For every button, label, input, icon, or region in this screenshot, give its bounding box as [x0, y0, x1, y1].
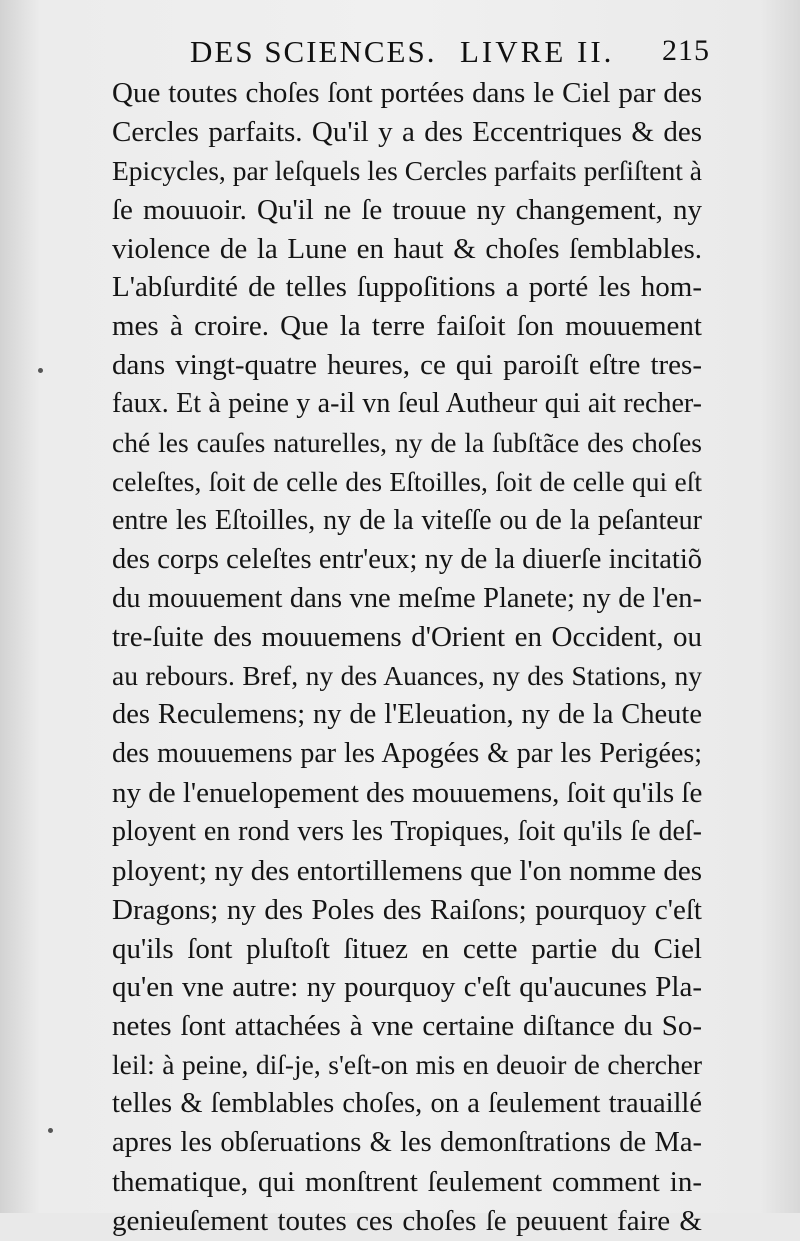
text-line: dans vingt-quatre heures, ce qui paroiſt eſtre tres- — [112, 349, 702, 382]
text-line: ny de l'enuelopement des mouuemens, ſoit qu'ils ſe — [112, 777, 703, 810]
text-line: leil: à peine, diſ-je, s'eſt-on mis en deuoir de chercher — [112, 1049, 702, 1081]
text-line: L'abſurdité de telles ſuppoſitions a porté les hom- — [112, 271, 702, 304]
body-text — [112, 74, 702, 1241]
text-line: faux. Et à peine y a-il vn ſeul Autheur qui ait recher- — [112, 388, 702, 420]
text-line: genieuſement toutes ces choſes ſe peuuent faire & — [112, 1204, 702, 1237]
text-line: du mouuement dans vne meſme Planete; ny de l'en- — [112, 582, 702, 614]
text-line: apres les obſeruations & les demonſtrations de Ma- — [112, 1127, 702, 1159]
text-line: des Reculemens; ny de l'Eleuation, ny de la Cheute — [112, 699, 702, 731]
text-line: qu'en vne autre: ny pourquoy c'eſt qu'aucunes Pla- — [112, 971, 702, 1004]
text-line: des corps celeſtes entr'eux; ny de la diuerſe incitatiõ — [112, 543, 702, 575]
text-line: tre-ſuite des mouuemens d'Orient en Occident, ou — [112, 621, 702, 654]
text-line: Dragons; ny des Poles des Raiſons; pourquoy c'eſt — [112, 893, 702, 926]
text-line: mes à croire. Que la terre faiſoit ſon mouuement — [112, 310, 702, 343]
text-line: telles & ſemblables choſes, on a ſeulement trauaillé — [112, 1088, 702, 1120]
text-line: Epicycles, par leſquels les Cercles parfaits perſiſtent à — [112, 154, 702, 186]
text-line: ſe mouuoir. Qu'il ne ſe trouue ny changement, ny — [112, 193, 702, 226]
text-line: au rebours. Bref, ny des Auances, ny des Stations, ny — [112, 660, 702, 692]
text-line: Cercles parfaits. Qu'il y a des Eccentriques & des — [112, 115, 702, 148]
ink-speck — [48, 1128, 53, 1133]
text-line: ployent en rond vers les Tropiques, ſoit qu'ils ſe deſ- — [112, 815, 702, 847]
running-head-title: DES SCIENCES. — [190, 34, 437, 69]
text-line: Que toutes choſes ſont portées dans le Ciel par des — [112, 77, 702, 109]
text-line: entre les Eſtoilles, ny de la viteſſe ou de la peſanteur — [112, 504, 702, 536]
text-line: violence de la Lune en haut & choſes ſemblables. — [112, 232, 702, 265]
running-head — [110, 34, 710, 74]
text-line: ployent; ny des entortillemens que l'on nomme des — [112, 854, 702, 887]
running-head-book: LIVRE II. — [460, 34, 615, 69]
text-line: celeſtes, ſoit de celle des Eſtoilles, ſoit de celle qui eſt — [112, 465, 702, 497]
text-line: thematique, qui monſtrent ſeulement comment in- — [112, 1165, 702, 1198]
ink-speck — [38, 368, 43, 373]
text-line: des mouuemens par les Apogées & par les Perigées; — [112, 738, 702, 770]
text-line: ché les cauſes naturelles, ny de la ſubſtãce des choſes — [112, 427, 702, 459]
page-number: 215 — [662, 34, 710, 67]
text-line: netes ſont attachées à vne certaine diſtance du So- — [112, 1010, 702, 1043]
text-line: qu'ils ſont pluſtoſt ſituez en cette partie du Ciel — [112, 932, 702, 965]
